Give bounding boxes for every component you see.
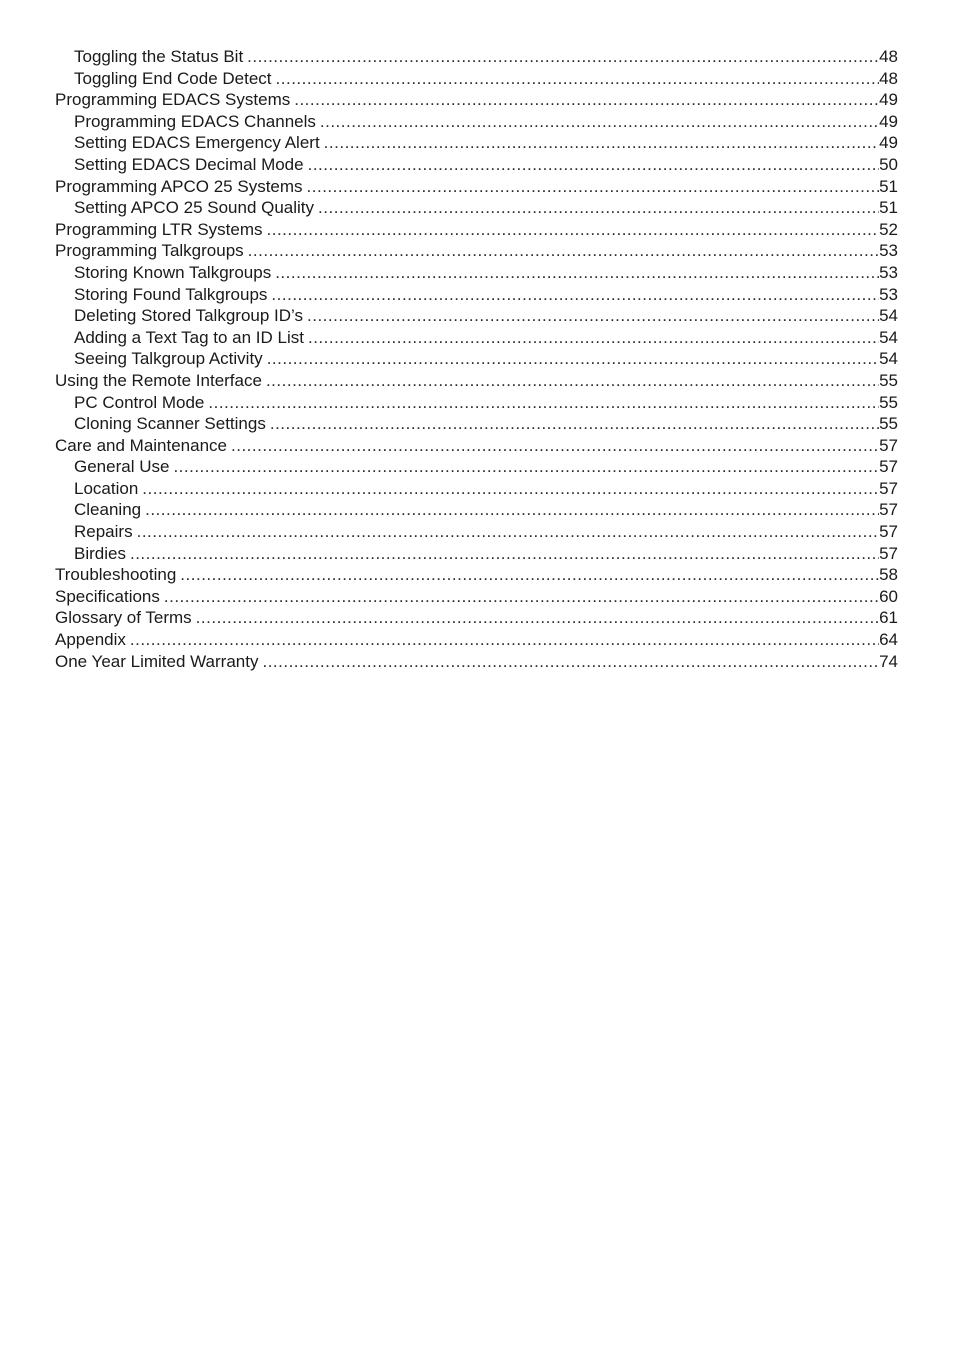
- toc-entry-page: 49: [879, 133, 898, 153]
- toc-entry[interactable]: [55, 413, 898, 435]
- toc-leader-dots: [307, 176, 880, 198]
- toc-leader-dots: [320, 111, 879, 133]
- toc-entry[interactable]: [55, 348, 898, 370]
- toc-entry[interactable]: [55, 68, 898, 90]
- toc-entry-title: Location: [74, 478, 139, 498]
- toc-leader-dots: [267, 219, 880, 241]
- toc-leader-dots: [130, 543, 879, 565]
- toc-entry-title: General Use: [74, 457, 170, 477]
- toc-entry-title: Adding a Text Tag to an ID List: [74, 327, 304, 347]
- toc-leader-dots: [248, 240, 879, 262]
- toc-leader-dots: [142, 478, 879, 500]
- toc-leader-dots: [231, 435, 879, 457]
- toc-entry[interactable]: [55, 607, 898, 629]
- toc-leader-dots: [196, 607, 879, 629]
- toc-leader-dots: [308, 154, 879, 176]
- toc-entry[interactable]: [55, 478, 898, 500]
- toc-entry-title: Deleting Stored Talkgroup ID’s: [74, 306, 304, 326]
- toc-entry-page: 53: [879, 284, 898, 304]
- toc-entry-title: Programming Talkgroups: [55, 241, 244, 261]
- toc-leader-dots: [208, 392, 879, 414]
- toc-leader-dots: [262, 651, 879, 673]
- toc-leader-dots: [145, 499, 879, 521]
- toc-entry-page: 50: [879, 154, 898, 174]
- toc-entry[interactable]: [55, 305, 898, 327]
- toc-entry[interactable]: [55, 154, 898, 176]
- toc-entry-page: 49: [879, 111, 898, 131]
- toc-leader-dots: [137, 521, 879, 543]
- toc-entry[interactable]: [55, 651, 898, 673]
- toc-leader-dots: [271, 284, 879, 306]
- toc-leader-dots: [307, 305, 879, 327]
- toc-entry[interactable]: [55, 197, 898, 219]
- toc-entry-title: Using the Remote Interface: [55, 370, 262, 390]
- toc-leader-dots: [266, 370, 879, 392]
- toc-leader-dots: [247, 46, 879, 68]
- toc-entry-page: 52: [879, 219, 898, 239]
- toc-entry-title: Cleaning: [74, 500, 142, 520]
- toc-entry[interactable]: [55, 564, 898, 586]
- toc-entry-page: 57: [879, 500, 898, 520]
- toc-entry-page: 74: [879, 651, 898, 671]
- toc-entry-page: 53: [879, 262, 898, 282]
- toc-entry-title: Specifications: [55, 586, 160, 606]
- toc-entry[interactable]: [55, 586, 898, 608]
- toc-leader-dots: [173, 456, 879, 478]
- toc-entry[interactable]: [55, 284, 898, 306]
- toc-entry[interactable]: [55, 435, 898, 457]
- toc-entry-title: Glossary of Terms: [55, 608, 192, 628]
- toc-leader-dots: [130, 629, 879, 651]
- toc-entry-title: Setting EDACS Emergency Alert: [74, 133, 320, 153]
- toc-entry[interactable]: [55, 219, 898, 241]
- toc-entry[interactable]: [55, 521, 898, 543]
- toc-entry-page: 48: [879, 47, 898, 66]
- toc-entry-title: Repairs: [74, 522, 133, 542]
- toc-entry-page: 64: [879, 630, 898, 650]
- toc-entry-title: Toggling End Code Detect: [74, 68, 272, 88]
- toc-entry[interactable]: [55, 392, 898, 414]
- toc-entry-title: Storing Known Talkgroups: [74, 262, 272, 282]
- toc-entry-page: 51: [879, 176, 898, 196]
- toc-entry[interactable]: [55, 543, 898, 565]
- toc-entry-title: Birdies: [74, 543, 126, 563]
- toc-entry-title: Programming LTR Systems: [55, 219, 263, 239]
- toc-leader-dots: [276, 68, 880, 90]
- toc-entry-page: 51: [879, 198, 898, 218]
- toc-entry-page: 55: [879, 370, 898, 390]
- toc-entry[interactable]: [55, 262, 898, 284]
- toc-entry-title: Programming EDACS Channels: [74, 111, 316, 131]
- toc-entry[interactable]: [55, 499, 898, 521]
- toc-entry-page: 55: [879, 392, 898, 412]
- toc-entry[interactable]: [55, 89, 898, 111]
- toc-entry-title: Setting APCO 25 Sound Quality: [74, 198, 315, 218]
- toc-entry-page: 57: [879, 457, 898, 477]
- toc-entry[interactable]: [55, 370, 898, 392]
- table-of-contents: [55, 46, 898, 672]
- toc-entry-page: 57: [879, 522, 898, 542]
- toc-entry-page: 54: [879, 349, 898, 369]
- toc-entry-page: 57: [879, 543, 898, 563]
- toc-leader-dots: [294, 89, 879, 111]
- toc-entry-page: 58: [879, 565, 898, 585]
- toc-entry-page: 48: [879, 68, 898, 88]
- toc-entry-page: 57: [879, 478, 898, 498]
- toc-entry-title: Care and Maintenance: [55, 435, 228, 455]
- toc-entry[interactable]: [55, 46, 898, 68]
- toc-entry-page: 55: [879, 414, 898, 434]
- toc-leader-dots: [275, 262, 879, 284]
- toc-entry[interactable]: [55, 629, 898, 651]
- toc-entry-title: Toggling the Status Bit: [74, 47, 244, 66]
- toc-entry-page: 54: [879, 306, 898, 326]
- toc-entry-page: 60: [879, 586, 898, 606]
- toc-leader-dots: [318, 197, 879, 219]
- toc-entry[interactable]: [55, 456, 898, 478]
- toc-leader-dots: [324, 132, 879, 154]
- toc-entry[interactable]: [55, 111, 898, 133]
- toc-entry-title: Setting EDACS Decimal Mode: [74, 154, 304, 174]
- toc-entry-title: Programming APCO 25 Systems: [55, 176, 303, 196]
- toc-entry-page: 61: [879, 608, 898, 628]
- toc-entry-title: Seeing Talkgroup Activity: [74, 349, 263, 369]
- toc-entry-title: Programming EDACS Systems: [55, 90, 291, 110]
- toc-entry-title: Cloning Scanner Settings: [74, 414, 266, 434]
- toc-entry[interactable]: [55, 327, 898, 349]
- toc-entry-title: Appendix: [55, 630, 126, 650]
- toc-entry-title: Troubleshooting: [55, 565, 177, 585]
- toc-entry[interactable]: [55, 176, 898, 198]
- toc-entry[interactable]: [55, 240, 898, 262]
- toc-leader-dots: [164, 586, 879, 608]
- toc-entry-page: 57: [879, 435, 898, 455]
- toc-leader-dots: [180, 564, 879, 586]
- toc-entry-title: One Year Limited Warranty: [55, 651, 259, 671]
- toc-entry-page: 49: [879, 90, 898, 110]
- toc-leader-dots: [267, 348, 879, 370]
- toc-entry[interactable]: [55, 132, 898, 154]
- toc-leader-dots: [308, 327, 879, 349]
- toc-entry-page: 53: [879, 241, 898, 261]
- toc-entry-title: PC Control Mode: [74, 392, 205, 412]
- toc-entry-page: 54: [879, 327, 898, 347]
- toc-leader-dots: [270, 413, 879, 435]
- toc-entry-title: Storing Found Talkgroups: [74, 284, 268, 304]
